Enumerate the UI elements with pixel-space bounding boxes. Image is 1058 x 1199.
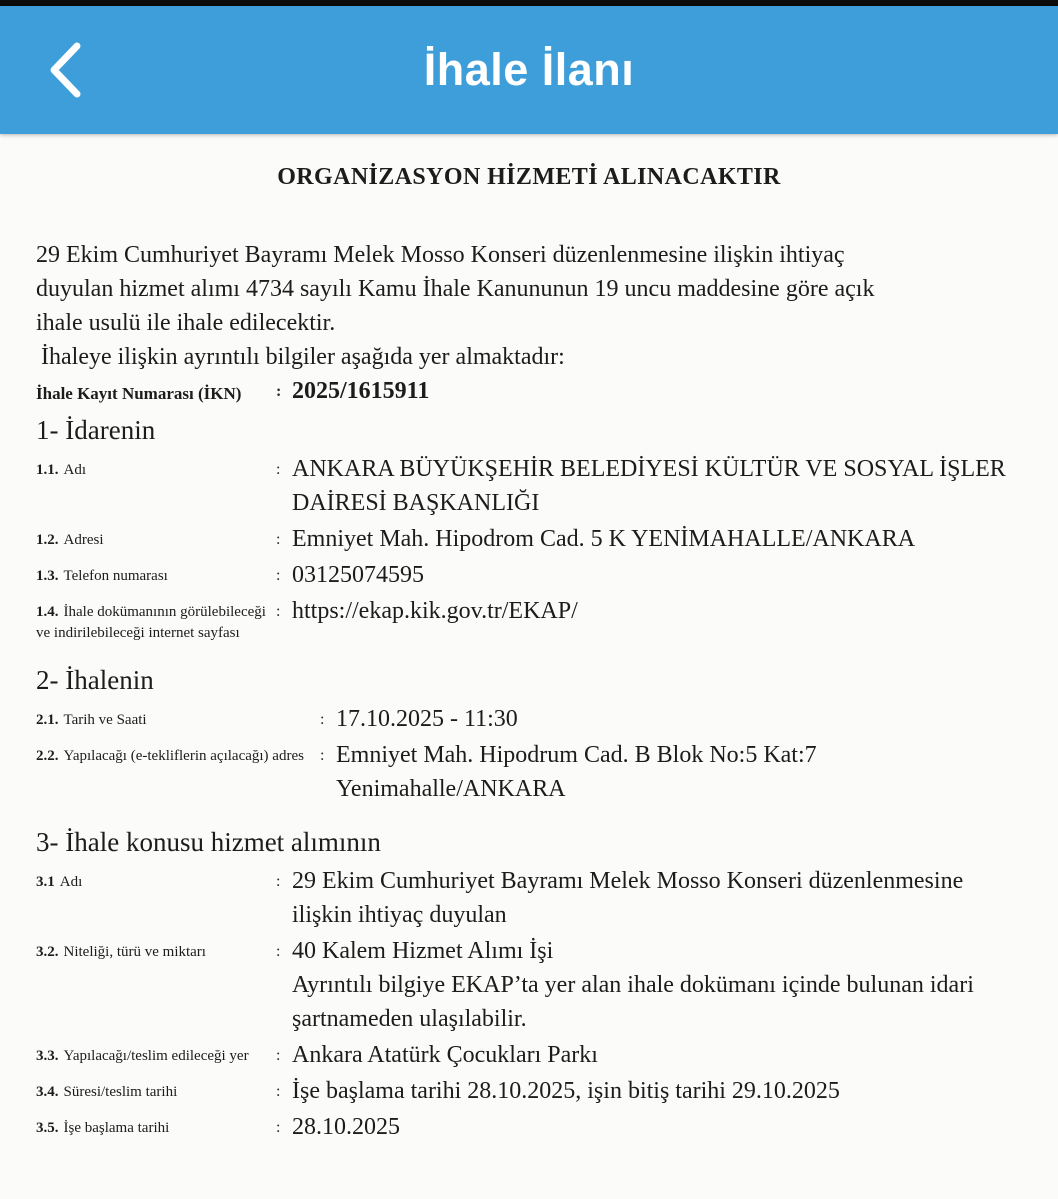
row-value — [292, 864, 1022, 932]
row-value: 03125074595 — [292, 562, 424, 588]
value-line: Yenimahalle/ANKARA — [336, 776, 566, 802]
chevron-left-icon — [46, 41, 84, 99]
row-label — [36, 702, 320, 736]
row-label-text: Yapılacağı/teslim edileceği yer — [63, 1048, 249, 1064]
colon-separator: : — [276, 1119, 281, 1136]
row-label — [36, 1038, 276, 1072]
row-label-text: Süresi/teslim tarihi — [63, 1084, 178, 1100]
ikn-label: İhale Kayıt Numarası (İKN) — [36, 384, 242, 403]
row-label-text: İşe başlama tarihi — [63, 1120, 170, 1136]
row-number: 3.2. — [36, 944, 59, 960]
table-row-1-1 — [36, 452, 1022, 520]
table-row-3-2 — [36, 934, 1022, 1036]
row-label — [36, 1074, 276, 1108]
colon-separator: : — [276, 383, 282, 400]
row-number: 3.4. — [36, 1084, 59, 1100]
colon-separator: : — [276, 1047, 281, 1064]
row-label-text: İhale dokümanının görülebileceği ve indirilebileceği internet sayfası — [36, 604, 266, 641]
row-number: 3.3. — [36, 1048, 59, 1064]
colon-separator: : — [276, 531, 281, 548]
row-label-text: Adresi — [63, 532, 104, 548]
intro-line: ihale usulü ile ihale edilecektir. — [36, 310, 336, 336]
colon-separator: : — [276, 1083, 281, 1100]
row-value: İşe başlama tarihi 28.10.2025, işin bitiş tarihi 29.10.2025 — [292, 1078, 840, 1104]
page-title: İhale İlanı — [423, 44, 635, 95]
value-line: ilişkin ihtiyaç duyulan — [292, 902, 507, 928]
value-line: DAİRESİ BAŞKANLIĞI — [292, 490, 540, 516]
intro-line: 29 Ekim Cumhuriyet Bayramı Melek Mosso Konseri düzenlenmesine ilişkin ihtiyaç — [36, 242, 845, 268]
colon-separator: : — [320, 747, 325, 764]
ekap-url-value: https://ekap.kik.gov.tr/EKAP/ — [292, 598, 578, 624]
row-number: 2.2. — [36, 748, 59, 764]
row-label — [36, 934, 276, 1036]
row-value: Emniyet Mah. Hipodrom Cad. 5 K YENİMAHALLE/ANKARA — [292, 526, 916, 552]
ikn-value: 2025/1615911 — [292, 378, 430, 404]
row-label — [36, 1110, 276, 1144]
row-label — [36, 522, 276, 556]
colon-separator: : — [320, 711, 325, 728]
row-number: 1.3. — [36, 568, 59, 584]
section-heading-ihale-konusu: 3- İhale konusu hizmet alımının — [36, 827, 381, 857]
section-heading-ihalenin: 2- İhalenin — [36, 665, 154, 695]
table-row-3-1 — [36, 864, 1022, 932]
value-line: 40 Kalem Hizmet Alımı İşi — [292, 938, 554, 964]
table-row-3-3 — [36, 1038, 1022, 1072]
row-label-text: Tarih ve Saati — [63, 712, 147, 728]
row-label — [36, 452, 276, 520]
value-line: Emniyet Mah. Hipodrum Cad. B Blok No:5 Kat:7 — [336, 742, 817, 768]
intro-paragraph — [36, 238, 1022, 340]
value-line: 29 Ekim Cumhuriyet Bayramı Melek Mosso Konseri düzenlenmesine — [292, 868, 964, 894]
row-value: Ankara Atatürk Çocukları Parkı — [292, 1042, 598, 1068]
row-label — [36, 594, 276, 644]
app-header — [0, 6, 1058, 134]
colon-separator: : — [276, 567, 281, 584]
row-label-text: Telefon numarası — [63, 568, 168, 584]
row-label-text: Adı — [59, 874, 83, 890]
row-label — [36, 738, 320, 806]
row-value: 28.10.2025 — [292, 1114, 400, 1140]
document-title: ORGANİZASYON HİZMETİ ALINACAKTIR — [277, 164, 781, 190]
row-number: 1.1. — [36, 462, 59, 478]
value-line: Ayrıntılı bilgiye EKAP’ta yer alan ihale dokümanı içinde bulunan idari — [292, 972, 974, 998]
ikn-row — [36, 374, 1022, 408]
back-button[interactable] — [42, 37, 88, 103]
intro-note: İhaleye ilişkin ayrıntılı bilgiler aşağıda yer almaktadır: — [41, 344, 565, 370]
colon-separator: : — [276, 873, 281, 890]
row-number: 1.4. — [36, 604, 59, 620]
colon-separator: : — [276, 603, 281, 620]
table-row-3-5 — [36, 1110, 1022, 1144]
table-row-2-2 — [36, 738, 1022, 806]
intro-line: duyulan hizmet alımı 4734 sayılı Kamu İhale Kanununun 19 uncu maddesine göre açık — [36, 276, 875, 302]
value-line: ANKARA BÜYÜKŞEHİR BELEDİYESİ KÜLTÜR VE SOSYAL İŞLER — [292, 456, 1006, 482]
row-value — [336, 738, 1022, 806]
value-line: şartnameden ulaşılabilir. — [292, 1006, 527, 1032]
row-value: 17.10.2025 - 11:30 — [336, 706, 518, 732]
table-row-3-4 — [36, 1074, 1022, 1108]
row-label — [36, 864, 276, 932]
table-row-1-3 — [36, 558, 1022, 592]
section-heading-idarenin: 1- İdarenin — [36, 415, 156, 445]
row-number: 2.1. — [36, 712, 59, 728]
tender-document — [0, 134, 1058, 1176]
row-number: 1.2. — [36, 532, 59, 548]
row-value — [292, 452, 1022, 520]
row-label — [36, 558, 276, 592]
row-number: 3.1 — [36, 874, 55, 890]
colon-separator: : — [276, 461, 281, 478]
row-label-text: Adı — [63, 462, 86, 478]
row-label-text: Yapılacağı (e-tekliflerin açılacağı) adres — [63, 748, 304, 764]
row-number: 3.5. — [36, 1120, 59, 1136]
row-value — [292, 934, 1022, 1036]
table-row-1-2 — [36, 522, 1022, 556]
row-label-text: Niteliği, türü ve miktarı — [63, 944, 206, 960]
table-row-1-4 — [36, 594, 1022, 644]
colon-separator: : — [276, 943, 281, 960]
table-row-2-1 — [36, 702, 1022, 736]
